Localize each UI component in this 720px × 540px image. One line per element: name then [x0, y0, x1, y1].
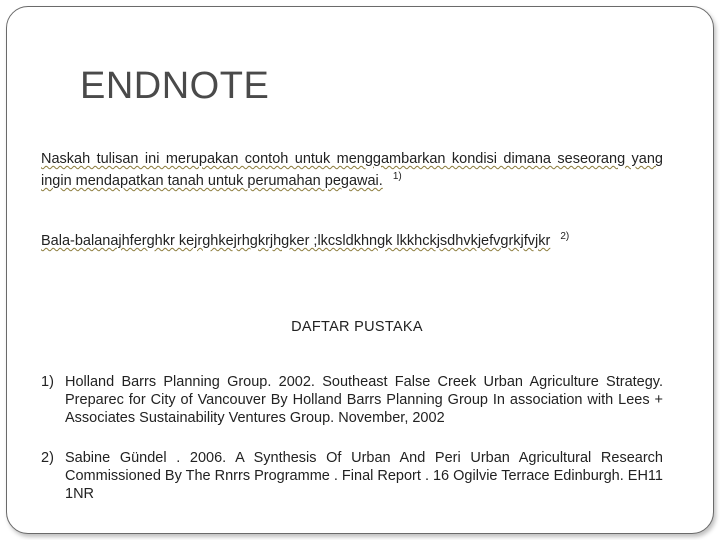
paragraph-2-text: Bala-balanajhferghkr kejrghkejrhgkrjhgker ;lkcsldkhngk lkkhckjsdhvkjefvgrkjfvjkr — [41, 232, 551, 249]
reference-number: 2) — [41, 450, 54, 466]
references-heading: DAFTAR PUSTAKA — [291, 319, 423, 335]
slide — [6, 6, 714, 534]
reference-item — [41, 449, 663, 503]
reference-text: Sabine Gündel . 2006. A Synthesis Of Urban And Peri Urban Agricultural Research Commissioned By The Rnrrs Programme . Final Report . 16 Ogilvie Terrace Edinburgh. EH11 1NR — [65, 450, 663, 502]
paragraph-2 — [41, 228, 663, 250]
reference-text: Holland Barrs Planning Group. 2002. Southeast False Creek Urban Agriculture Strategy. Preparec for City of Vancouver By Holland Barrs Planning Group In association with Lees + Associates Sustainability Ventures Group. November, 2002 — [65, 374, 663, 426]
footnote-ref-1: 1) — [392, 171, 402, 182]
footnote-ref-2: 2) — [560, 231, 570, 242]
paragraph-1-text: Naskah tulisan ini merupakan contoh untuk menggambarkan kondisi dimana seseorang yang ingin mendapatkan tanah untuk perumahan pegawai. — [41, 151, 663, 189]
reference-item — [41, 373, 663, 427]
slide-title: ENDNOTE — [80, 65, 270, 107]
reference-number: 1) — [41, 374, 54, 390]
references-list — [41, 373, 663, 503]
paragraph-1 — [41, 150, 663, 190]
